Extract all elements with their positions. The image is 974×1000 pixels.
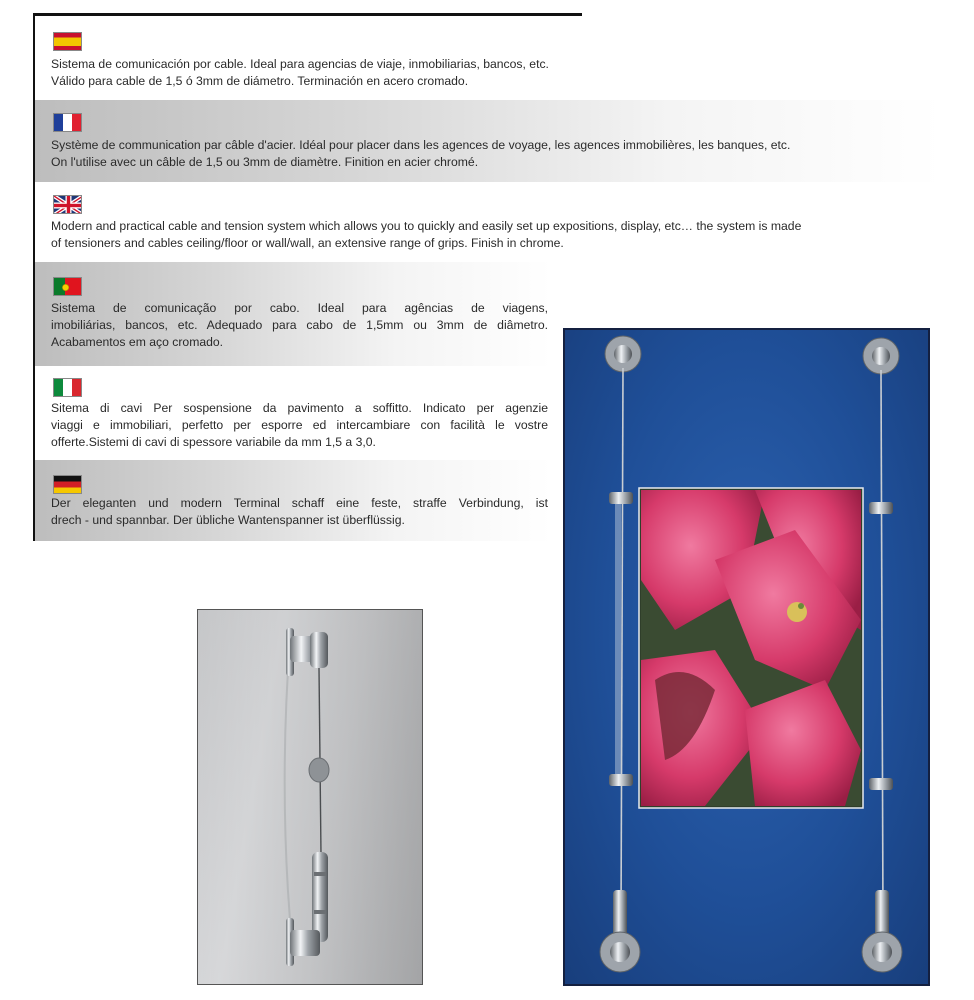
section-text — [51, 137, 941, 171]
section-text — [51, 56, 931, 90]
cable-display-photo — [563, 328, 930, 986]
italy-flag-icon — [53, 378, 82, 397]
section-text — [51, 400, 548, 451]
text-line: On l'utilise avec un câble de 1,5 ou 3mm de diamètre. Finition en acier chromé. — [51, 155, 479, 169]
section-portuguese — [35, 262, 552, 366]
section-german — [35, 460, 552, 541]
section-italian — [35, 366, 552, 460]
section-english — [35, 182, 941, 262]
text-line: Modern and practical cable and tension system which allows you to quickly and easily set up expositions, display, etc… the system is made — [51, 219, 802, 233]
text-line: offerte.Sistemi di cavi di spessore variabile da mm 1,5 a 3,0. — [51, 435, 376, 449]
spain-flag-icon — [53, 32, 82, 51]
cable-tensioner-photo — [197, 609, 423, 985]
france-flag-icon — [53, 113, 82, 132]
germany-flag-icon — [53, 475, 82, 494]
text-line: Système de communication par câble d'acier. Idéal pour placer dans les agences de voyage, les agences immobilières, les banques, etc. — [51, 138, 791, 152]
text-line: imobiliárias, bancos, etc. Adequado para cabo de 1,5mm ou 3mm de diâmetro. — [51, 318, 548, 332]
section-spanish — [35, 16, 941, 100]
text-line: Válido para cable de 1,5 ó 3mm de diámetro. Terminación en acero cromado. — [51, 74, 469, 88]
section-french — [35, 100, 941, 182]
text-line: Der eleganten und modern Terminal schaff eine feste, straffe Verbindung, ist — [51, 496, 548, 510]
text-line: drech - und spannbar. Der übliche Wantenspanner ist überflüssig. — [51, 513, 405, 527]
text-line: Acabamentos em aço cromado. — [51, 335, 224, 349]
section-text — [51, 495, 548, 529]
text-line: of tensioners and cables ceiling/floor or wall/wall, an extensive range of grips. Finish in chrome. — [51, 236, 564, 250]
portugal-flag-icon — [53, 277, 82, 296]
text-line: viaggi e immobiliari, perfetto per esporre ed intercambiare con facilità le vostre — [51, 418, 548, 432]
text-line: Sistema de comunicação por cabo. Ideal para agências de viagens, — [51, 301, 548, 315]
uk-flag-icon — [53, 195, 82, 214]
section-text — [51, 218, 931, 252]
text-line: Sitema di cavi Per sospensione da pavimento a soffitto. Indicato per agenzie — [51, 401, 548, 415]
text-line: Sistema de comunicación por cable. Ideal para agencias de viaje, inmobiliarias, bancos, etc. — [51, 57, 549, 71]
section-text — [51, 300, 548, 351]
